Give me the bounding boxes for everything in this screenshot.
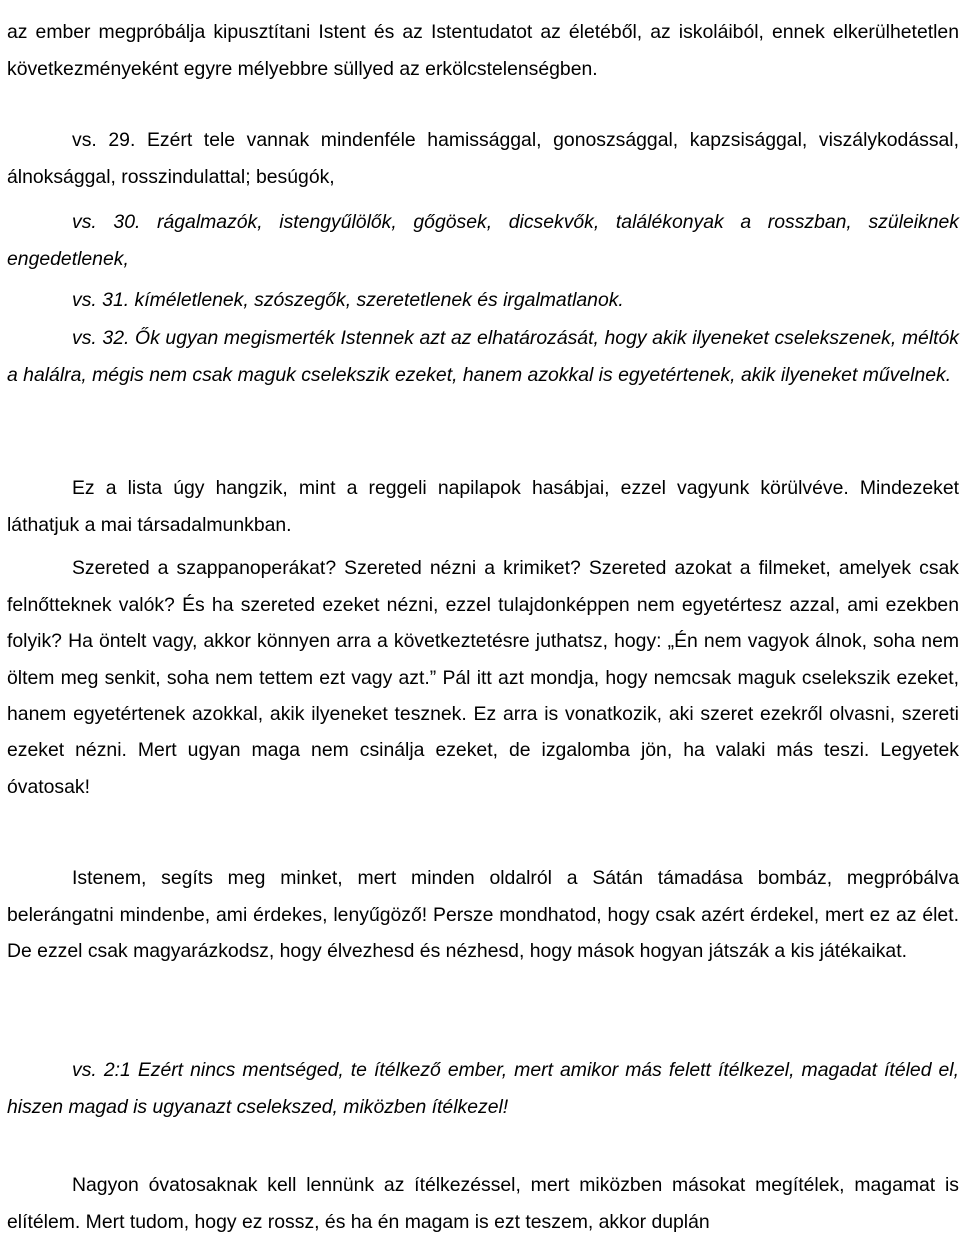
paragraph-soap-operas: Szereted a szappanoperákat? Szereted nézni a krimiket? Szereted azokat a filmeket, amelyek csak felnőtteknek valók? És ha szereted ezeket nézni, ezzel tulajdonképpen nem egyetértesz azzal, ami ezekben folyik? Ha öntelt vagy, akkor könnyen arra a következtetésre juthatsz, hogy: „Én nem vagyok álnok, soha nem öltem meg senkit, soha nem tettem ezt vagy azt.” Pál itt azt mondja, hogy nemcsak maguk cselekszik ezeket, hanem egyetértenek azokkal, akik ilyeneket tesznek. Ez arra is vonatkozik, aki szeret ezekről olvasni, szereti ezeket nézni. Mert ugyan maga nem csinálja ezeket, de izgalomba jön, ha valaki más teszi. Legyetek óvatosak! [7, 557, 959, 798]
verse-31: vs. 31. kíméletlenek, szószegők, szeretetlenek és irgalmatlanok. [72, 289, 624, 312]
paragraph-prayer: Istenem, segíts meg minket, mert minden oldalról a Sátán támadása bombáz, megpróbálva belerángatni mindenbe, ami érdekes, lenyűgöző! Persze mondhatod, hogy csak azért érdekel, mert ez az élet. De ezzel csak magyarázkodsz, hogy élvezhesd és nézhesd, hogy mások hogyan játszák a kis játékaikat. [7, 867, 959, 963]
paragraph-judgement: Nagyon óvatosaknak kell lennünk az ítélkezéssel, mert miközben másokat megítélek, magamat is elítélem. Mert tudom, hogy ez rossz, és ha én magam is ezt teszem, akkor duplán [7, 1174, 959, 1233]
verse-32: vs. 32. Ők ugyan megismerték Istennek azt az elhatározását, hogy akik ilyeneket cselekszenek, méltók a halálra, mégis nem csak maguk cselekszik ezeket, hanem azokkal is egyetértenek, akik ilyeneket művelnek. [7, 327, 959, 386]
verse-29: vs. 29. Ezért tele vannak mindenféle hamissággal, gonoszsággal, kapzsisággal, viszálykodással, álnoksággal, rosszindulattal; besúgók, [7, 129, 959, 188]
paragraph-intro: az ember megpróbálja kipusztítani Istent és az Istentudatot az életéből, az iskoláiból, ennek elkerülhetetlen következményeként egyre mélyebbre süllyed az erkölcstelenségben. [7, 21, 959, 80]
paragraph-list-comment: Ez a lista úgy hangzik, mint a reggeli napilapok hasábjai, ezzel vagyunk körülvéve. Mindezeket láthatjuk a mai társadalmunkban. [7, 477, 959, 536]
verse-30: vs. 30. rágalmazók, istengyűlölők, gőgösek, dicsekvők, találékonyak a rosszban, szüleiknek engedetlenek, [7, 211, 959, 270]
verse-2-1: vs. 2:1 Ezért nincs mentséged, te ítélkező ember, mert amikor más felett ítélkezel, magadat ítéled el, hiszen magad is ugyanazt cselekszed, miközben ítélkezel! [7, 1059, 959, 1118]
